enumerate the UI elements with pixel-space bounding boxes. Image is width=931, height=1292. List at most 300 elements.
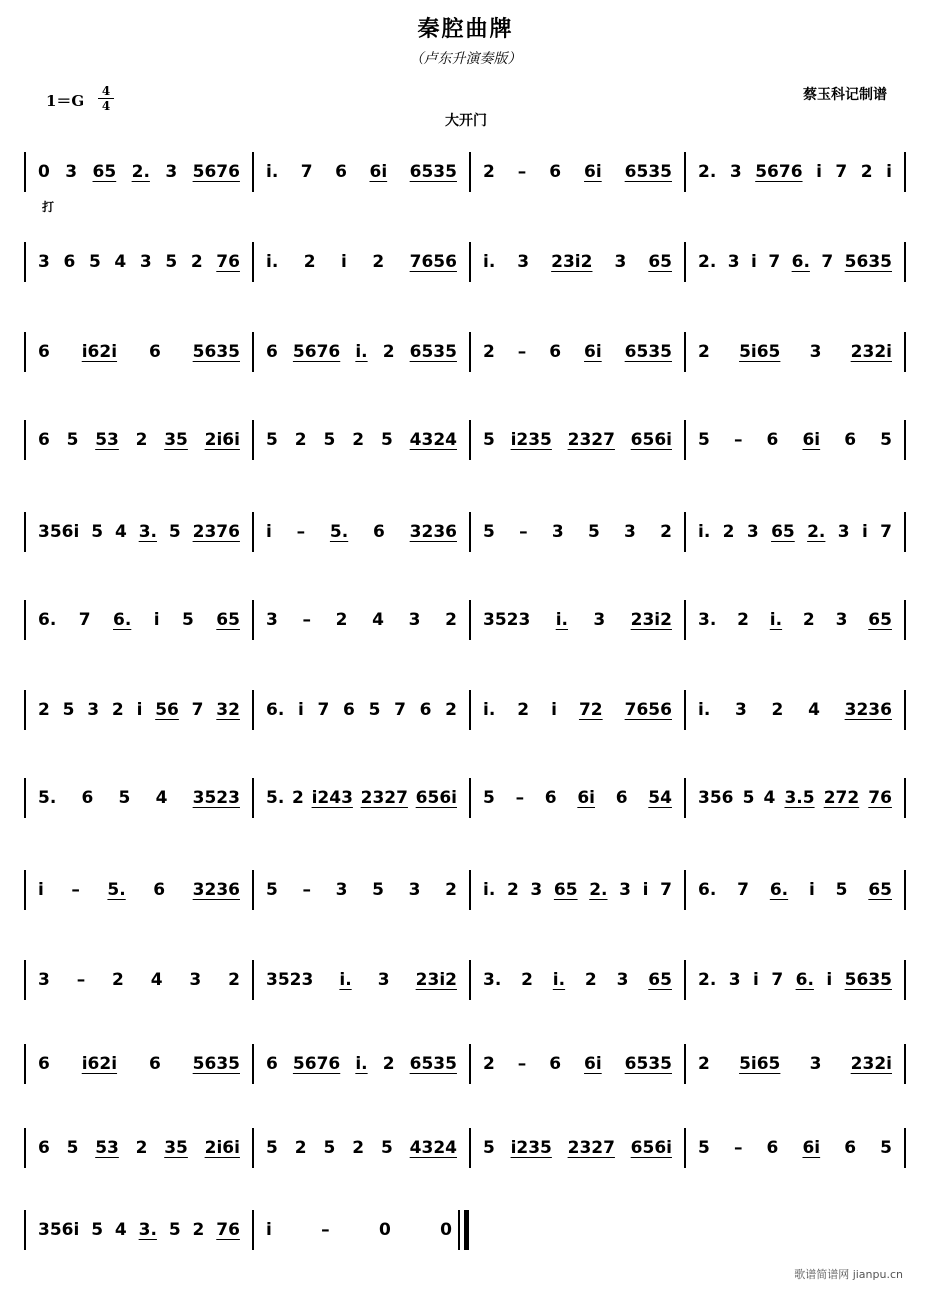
note: 2 <box>111 700 124 720</box>
measure <box>26 870 252 910</box>
note: 65 <box>648 970 672 990</box>
page-subtitle: （卢东升演奏版） <box>409 51 522 67</box>
note: 5676 <box>755 162 803 182</box>
measure <box>686 690 904 730</box>
measure <box>254 1044 469 1084</box>
note: 6 <box>766 1138 779 1158</box>
barline <box>904 152 906 192</box>
note: 6 <box>343 700 355 720</box>
measure <box>471 1044 684 1084</box>
note: 53 <box>95 430 119 450</box>
note: – <box>76 970 86 990</box>
note: 6 <box>81 788 94 808</box>
measure <box>254 778 469 818</box>
note: 2 <box>335 610 348 630</box>
note: i <box>38 880 44 900</box>
note: i <box>297 700 304 720</box>
note: 6 <box>544 788 557 808</box>
score-row <box>24 778 904 818</box>
note: 7 <box>768 252 781 272</box>
note: 6 <box>335 162 347 182</box>
note: 4324 <box>409 1138 457 1158</box>
note: 2i6i <box>204 430 240 450</box>
note: 5 <box>323 1138 336 1158</box>
note: 2i6i <box>204 1138 240 1158</box>
note: – <box>321 1220 330 1240</box>
note: 5 <box>168 1220 181 1240</box>
measure <box>254 512 469 552</box>
note: 5 <box>266 1138 278 1158</box>
score-row <box>24 600 904 640</box>
final-barline-thick <box>464 1210 469 1250</box>
measure <box>471 152 684 192</box>
note: 5 <box>483 430 495 450</box>
note: 4 <box>114 252 127 272</box>
note: 76 <box>216 1220 240 1240</box>
note: 0 <box>38 162 50 182</box>
note: 2 <box>382 342 395 362</box>
note: 2 <box>228 970 240 990</box>
note: 3 <box>727 252 740 272</box>
barline <box>904 512 906 552</box>
note: 6. <box>795 970 814 990</box>
note: 2327 <box>567 430 615 450</box>
note: 76 <box>216 252 240 272</box>
measure <box>471 242 684 282</box>
note: 6 <box>549 342 562 362</box>
note: 232i <box>850 342 892 362</box>
note: 656i <box>630 430 672 450</box>
note: 6 <box>63 252 76 272</box>
note: 6 <box>148 342 161 362</box>
barline <box>904 600 906 640</box>
note: 7 <box>394 700 406 720</box>
note: – <box>302 610 311 630</box>
note: 5 <box>91 522 104 542</box>
note: 3 <box>835 610 848 630</box>
note: 65 <box>553 880 578 900</box>
note: 2 <box>722 522 735 542</box>
note: 6i <box>584 342 602 362</box>
measure <box>686 242 904 282</box>
note: i <box>266 1220 272 1240</box>
note: 5 <box>118 788 131 808</box>
measure <box>254 600 469 640</box>
note: 3236 <box>844 700 892 720</box>
note: 2 <box>698 342 710 362</box>
note: 35 <box>164 1138 188 1158</box>
score-row <box>24 690 904 730</box>
measure <box>686 1044 904 1084</box>
measure <box>471 420 684 460</box>
note: 5 <box>165 252 178 272</box>
barline <box>904 332 906 372</box>
measure <box>26 1044 252 1084</box>
note: 7 <box>300 162 313 182</box>
note: 2 <box>445 610 457 630</box>
measure <box>26 420 252 460</box>
measure <box>471 690 684 730</box>
note: i <box>341 252 347 272</box>
note: – <box>515 788 525 808</box>
note: 5i65 <box>739 1054 781 1074</box>
note: 6535 <box>624 162 672 182</box>
measure <box>26 242 252 282</box>
note: 5 <box>372 880 384 900</box>
note: 5 <box>368 700 381 720</box>
measure <box>686 332 904 372</box>
note: 3 <box>335 880 348 900</box>
note: i <box>642 880 649 900</box>
note: 6i <box>802 1138 821 1158</box>
note: 3 <box>593 610 606 630</box>
note: 4 <box>150 970 163 990</box>
measure <box>471 512 684 552</box>
note: 2 <box>294 1138 307 1158</box>
note: 6 <box>549 162 562 182</box>
note: 3 <box>517 252 530 272</box>
note: 2 <box>135 430 148 450</box>
note: i. <box>483 880 496 900</box>
note: 2 <box>483 1054 495 1074</box>
note: 2 <box>192 1220 205 1240</box>
note: 3 <box>729 162 742 182</box>
note: 5 <box>168 522 181 542</box>
note: i. <box>339 970 352 990</box>
note: 6 <box>38 430 50 450</box>
note: 2 <box>517 700 530 720</box>
note: 6 <box>38 342 50 362</box>
note: 5 <box>742 788 755 808</box>
measure <box>686 152 904 192</box>
note: i235 <box>510 430 552 450</box>
note: 4 <box>372 610 384 630</box>
score-row <box>24 960 904 1000</box>
note: 3 <box>616 970 629 990</box>
note: – <box>733 1138 743 1158</box>
score-row <box>24 1128 904 1168</box>
note: 5 <box>66 430 79 450</box>
note: 6 <box>266 342 278 362</box>
measure <box>26 778 252 818</box>
score-row <box>24 512 904 552</box>
note: i <box>826 970 833 990</box>
note: 6 <box>844 1138 857 1158</box>
note: – <box>519 522 528 542</box>
note: 6 <box>419 700 432 720</box>
note: i. <box>555 610 569 630</box>
note: 65 <box>868 610 892 630</box>
note: 5 <box>835 880 848 900</box>
note: 3 <box>746 522 759 542</box>
note: 272 <box>823 788 860 808</box>
measure <box>254 332 469 372</box>
note: 65 <box>216 610 240 630</box>
note: 2 <box>292 788 304 808</box>
note: 3.5 <box>784 788 815 808</box>
note: 2 <box>352 1138 365 1158</box>
note: 2 <box>521 970 533 990</box>
note: i <box>808 880 815 900</box>
note: 2. <box>131 162 150 182</box>
note: 6 <box>38 1138 50 1158</box>
note: 5 <box>587 522 600 542</box>
note: 7656 <box>409 252 457 272</box>
note: 53 <box>95 1138 119 1158</box>
measure <box>26 332 252 372</box>
note: 356i <box>38 522 80 542</box>
note: 2 <box>802 610 815 630</box>
barline <box>904 1128 906 1168</box>
measure <box>26 152 252 192</box>
final-barline-thin <box>458 1210 460 1250</box>
note: 6. <box>769 880 789 900</box>
note: 54 <box>648 788 672 808</box>
note: 7 <box>660 880 672 900</box>
note: 5i65 <box>739 342 781 362</box>
note: 3 <box>65 162 78 182</box>
note: 5 <box>483 1138 495 1158</box>
score-row <box>24 242 904 282</box>
note: 0 <box>378 1220 391 1240</box>
note: i <box>886 162 892 182</box>
note: 2 <box>483 342 495 362</box>
note: 6i <box>584 1054 602 1074</box>
note: i. <box>483 700 496 720</box>
note: 2 <box>382 1054 395 1074</box>
barline <box>904 690 906 730</box>
note: 2 <box>660 522 672 542</box>
note: i. <box>769 610 783 630</box>
barline <box>904 242 906 282</box>
note: 3. <box>698 610 717 630</box>
measure <box>686 420 904 460</box>
note: 2 <box>860 162 873 182</box>
score-row <box>24 1210 904 1250</box>
note: i. <box>266 162 279 182</box>
note: 6 <box>266 1054 278 1074</box>
note: i62i <box>81 1054 118 1074</box>
note: 656i <box>630 1138 672 1158</box>
note: i. <box>698 522 711 542</box>
measure <box>686 512 904 552</box>
note: 7 <box>317 700 330 720</box>
barline <box>904 420 906 460</box>
time-signature <box>98 84 114 113</box>
score-row <box>24 1044 904 1084</box>
measure <box>254 152 469 192</box>
note: 2 <box>38 700 50 720</box>
time-signature-bottom: 4 <box>98 98 114 113</box>
note: 2. <box>698 970 717 990</box>
note: i243 <box>311 788 353 808</box>
note: 3 <box>614 252 627 272</box>
barline <box>904 1044 906 1084</box>
percussion-mark: 打 <box>42 200 55 214</box>
note: 65 <box>771 522 795 542</box>
note: 5635 <box>192 342 240 362</box>
note: i <box>136 700 143 720</box>
note: 23i2 <box>551 252 593 272</box>
note: 2 <box>445 880 457 900</box>
note: 3 <box>619 880 631 900</box>
note: i <box>266 522 272 542</box>
note: 6i <box>577 788 595 808</box>
note: 2 <box>445 700 457 720</box>
note: 3 <box>809 1054 822 1074</box>
note: 5 <box>91 1220 104 1240</box>
note: 7 <box>771 970 784 990</box>
measure <box>471 870 684 910</box>
measure <box>26 512 252 552</box>
note: 6 <box>549 1054 562 1074</box>
note: 6535 <box>409 1054 457 1074</box>
measure <box>254 420 469 460</box>
note: 35 <box>164 430 188 450</box>
note: 2 <box>483 162 495 182</box>
note: 3236 <box>409 522 457 542</box>
note: 2 <box>303 252 316 272</box>
note: 656i <box>415 788 457 808</box>
measure <box>26 1128 252 1168</box>
note: 6. <box>113 610 132 630</box>
note: 3 <box>165 162 178 182</box>
note: 5 <box>266 430 278 450</box>
note: 2. <box>807 522 826 542</box>
note: 2376 <box>192 522 240 542</box>
note: 65 <box>648 252 672 272</box>
note: 3 <box>38 970 50 990</box>
note: 5676 <box>192 162 240 182</box>
note: 6535 <box>624 342 672 362</box>
measure <box>471 960 684 1000</box>
measure <box>254 242 469 282</box>
note: – <box>733 430 743 450</box>
note: i <box>751 252 757 272</box>
note: 5. <box>107 880 126 900</box>
note: 3523 <box>483 610 531 630</box>
measure <box>26 1210 252 1250</box>
note: 5. <box>266 788 285 808</box>
note: i235 <box>510 1138 552 1158</box>
note: 0 <box>440 1220 452 1240</box>
measure <box>686 1128 904 1168</box>
note: 2 <box>135 1138 148 1158</box>
note: 3. <box>483 970 502 990</box>
barline <box>904 960 906 1000</box>
note: i <box>816 162 822 182</box>
note: 5635 <box>844 252 892 272</box>
note: 6 <box>148 1054 161 1074</box>
note: i <box>153 610 160 630</box>
note: 6i <box>584 162 602 182</box>
note: 23i2 <box>415 970 457 990</box>
note: 2. <box>698 252 717 272</box>
note: 6535 <box>409 342 457 362</box>
measure <box>686 600 904 640</box>
note: 5 <box>380 1138 393 1158</box>
measure <box>254 1128 469 1168</box>
note: 2. <box>698 162 717 182</box>
note: 6. <box>791 252 810 272</box>
note: 2 <box>372 252 385 272</box>
measure <box>26 600 252 640</box>
note: 6. <box>698 880 717 900</box>
note: 4 <box>114 522 127 542</box>
note: 4 <box>155 788 168 808</box>
note: 6. <box>266 700 285 720</box>
note: i. <box>483 252 496 272</box>
note: 3 <box>87 700 100 720</box>
note: 2327 <box>567 1138 615 1158</box>
note: 5 <box>483 788 495 808</box>
key-signature: 1＝G <box>46 92 85 110</box>
note: 56 <box>155 700 179 720</box>
note: 3 <box>624 522 636 542</box>
note: 3. <box>138 1220 157 1240</box>
note: 3 <box>530 880 543 900</box>
note: 7 <box>78 610 91 630</box>
page-title: 秦腔曲牌 <box>417 16 514 42</box>
barline <box>904 870 906 910</box>
measure <box>254 960 469 1000</box>
note: i <box>753 970 759 990</box>
measure <box>686 778 904 818</box>
note: 3 <box>38 252 50 272</box>
note: 72 <box>578 700 603 720</box>
note: 2 <box>584 970 597 990</box>
note: 356 <box>698 788 734 808</box>
note: – <box>296 522 306 542</box>
note: 5 <box>182 610 194 630</box>
measure <box>471 1128 684 1168</box>
measure <box>686 870 904 910</box>
note: 23i2 <box>630 610 672 630</box>
note: 5 <box>880 430 892 450</box>
note: 6i <box>802 430 821 450</box>
note: 2 <box>506 880 519 900</box>
note: 3 <box>377 970 390 990</box>
note: 5635 <box>844 970 892 990</box>
note: 3 <box>735 700 747 720</box>
note: 5 <box>483 522 495 542</box>
note: 6535 <box>624 1054 672 1074</box>
measure <box>686 960 904 1000</box>
note: 3523 <box>266 970 314 990</box>
note: 2 <box>294 430 307 450</box>
note: – <box>517 1054 527 1074</box>
note: i62i <box>81 342 118 362</box>
note: 3 <box>728 970 741 990</box>
note: 2 <box>352 430 365 450</box>
note: 4 <box>808 700 820 720</box>
note: 3 <box>837 522 850 542</box>
note: 6i <box>369 162 388 182</box>
note: i. <box>355 342 368 362</box>
measure <box>254 690 469 730</box>
note: i. <box>355 1054 368 1074</box>
note: 5 <box>323 430 336 450</box>
note: 65 <box>868 880 892 900</box>
note: 6 <box>373 522 385 542</box>
note: 5 <box>88 252 101 272</box>
note: 4 <box>763 788 776 808</box>
note: 3523 <box>192 788 240 808</box>
note: i. <box>552 970 566 990</box>
note: 3 <box>551 522 564 542</box>
measure <box>254 1210 464 1250</box>
note: 3 <box>408 880 421 900</box>
